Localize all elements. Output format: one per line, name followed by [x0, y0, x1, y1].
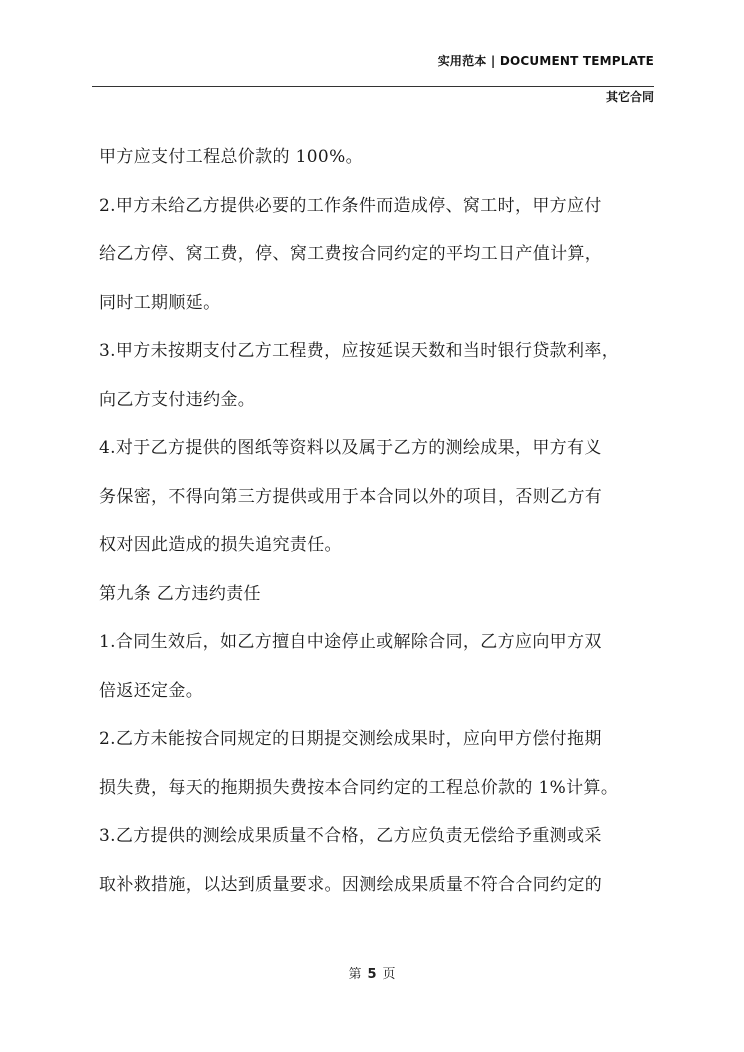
text-line: 3.乙方提供的测绘成果质量不合格，乙方应负责无偿给予重测或采 — [99, 826, 602, 846]
text-line: 权对因此造成的损失追究责任。 — [99, 535, 342, 555]
text-line: 3.甲方未按期支付乙方工程费，应按延误天数和当时银行贷款利率， — [99, 341, 620, 361]
page-number: 5 — [367, 967, 377, 982]
page-number-suffix: 页 — [382, 967, 396, 982]
page-footer — [0, 963, 744, 982]
header-category: 其它合同 — [605, 90, 654, 104]
text-line: 4.对于乙方提供的图纸等资料以及属于乙方的测绘成果，甲方有义 — [99, 438, 602, 458]
text-line: 甲方应支付工程总价款的 100%。 — [99, 147, 363, 167]
text-line: 同时工期顺延。 — [99, 292, 221, 313]
text-line: 2.甲方未给乙方提供必要的工作条件而造成停、窝工时，甲方应付 — [99, 195, 602, 216]
text-line: 给乙方停、窝工费，停、窝工费按合同约定的平均工日产值计算， — [99, 244, 603, 264]
section-heading: 第九条 乙方违约责任 — [99, 583, 261, 604]
text-line: 2.乙方未能按合同规定的日期提交测绘成果时，应向甲方偿付拖期 — [99, 729, 602, 749]
text-line: 务保密，不得向第三方提供或用于本合同以外的项目，否则乙方有 — [99, 486, 603, 507]
text-line: 1.合同生效后，如乙方擅自中途停止或解除合同，乙方应向甲方双 — [99, 632, 602, 652]
text-line: 取补救措施，以达到质量要求。因测绘成果质量不符合合同约定的 — [99, 874, 603, 895]
document-body — [99, 140, 659, 916]
text-line: 向乙方支付违约金。 — [99, 389, 256, 410]
text-line: 损失费，每天的拖期损失费按本合同约定的工程总价款的 1%计算。 — [99, 777, 619, 798]
header-title: 实用范本 | DOCUMENT TEMPLATE — [437, 54, 654, 68]
text-line: 倍返还定金。 — [99, 680, 204, 701]
page-number-prefix: 第 — [348, 967, 362, 982]
page-header — [92, 52, 654, 87]
